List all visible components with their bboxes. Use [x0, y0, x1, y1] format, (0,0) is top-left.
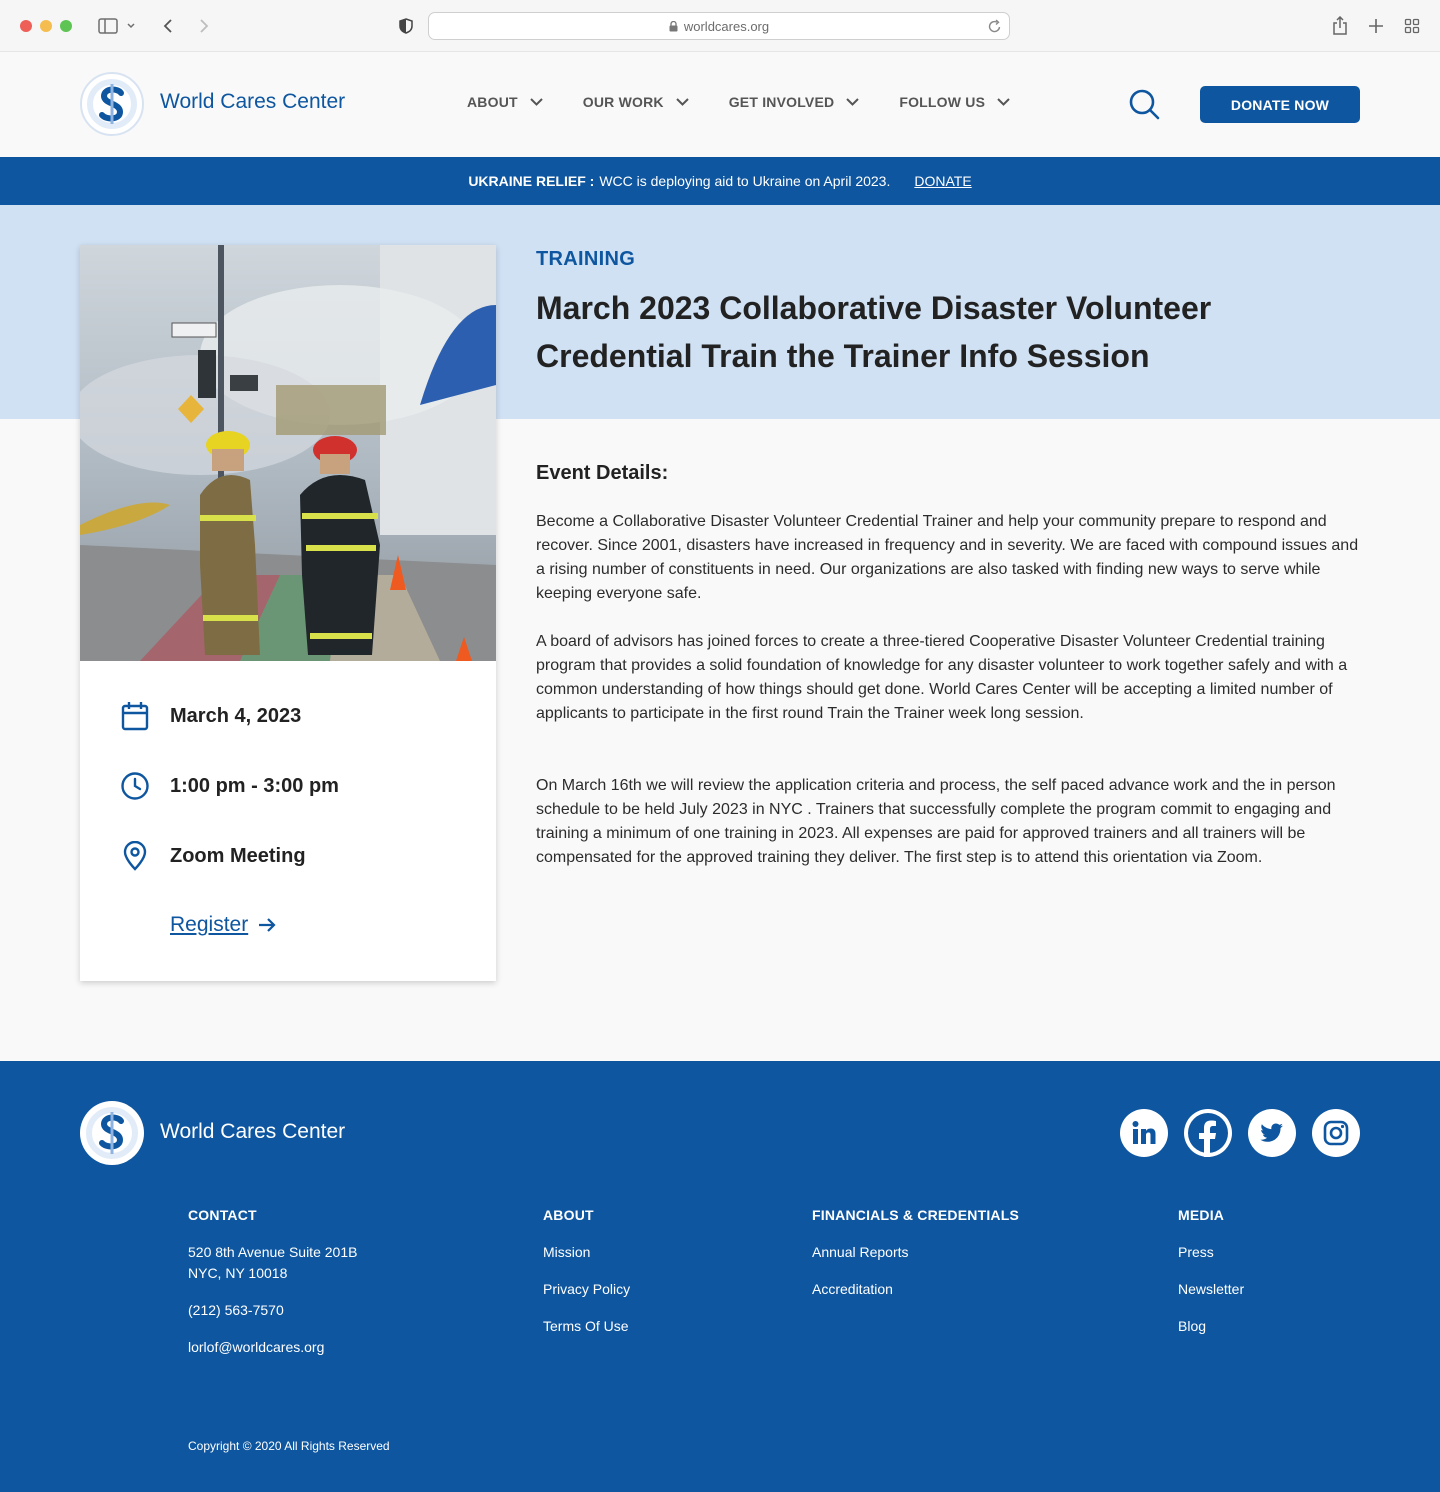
linkedin-link[interactable]	[1120, 1109, 1168, 1157]
chevron-down-icon	[676, 98, 689, 106]
page-title: March 2023 Collaborative Disaster Volunteer Credential Train the Trainer Info Session	[536, 290, 1212, 374]
event-location-row	[120, 841, 306, 871]
register-label: Register	[170, 913, 249, 936]
nav-our-work[interactable]	[583, 94, 689, 110]
event-card	[80, 245, 496, 981]
footer-link-mission[interactable]: Mission	[543, 1244, 591, 1260]
site-logo[interactable]	[80, 72, 144, 136]
event-location: Zoom Meeting	[170, 844, 306, 867]
alert-bar	[0, 157, 1440, 205]
search-icon	[1128, 88, 1160, 120]
footer-email[interactable]: lorlof@worldcares.org	[188, 1339, 325, 1355]
nav-about[interactable]	[467, 94, 543, 110]
clock-icon	[120, 771, 150, 801]
footer-link-privacy-policy[interactable]: Privacy Policy	[543, 1281, 631, 1297]
footer-about-column	[543, 1207, 630, 1353]
minimize-window-button[interactable]	[40, 20, 52, 32]
event-category: TRAINING	[536, 248, 636, 270]
nav-follow-us-label: FOLLOW US	[899, 94, 986, 110]
footer-brand-name: World Cares Center	[160, 1120, 346, 1143]
instagram-icon	[1323, 1120, 1349, 1146]
twitter-icon	[1260, 1123, 1284, 1143]
nav-follow-us[interactable]	[899, 94, 1010, 110]
close-window-button[interactable]	[20, 20, 32, 32]
footer-address-line1: 520 8th Avenue Suite 201B	[188, 1244, 358, 1260]
map-pin-icon	[120, 841, 150, 871]
footer-media-column	[1178, 1207, 1244, 1353]
social-links	[1120, 1109, 1360, 1157]
chevron-down-icon	[997, 98, 1010, 106]
event-details-heading: Event Details:	[536, 462, 669, 484]
footer-link-blog[interactable]: Blog	[1178, 1318, 1207, 1334]
footer-link-accreditation[interactable]: Accreditation	[812, 1281, 893, 1297]
footer-financials-column	[812, 1207, 1019, 1316]
event-photo	[80, 245, 496, 661]
maximize-window-button[interactable]	[60, 20, 72, 32]
site-header	[0, 52, 1440, 157]
footer-logo[interactable]	[80, 1101, 144, 1165]
event-date-row	[120, 701, 301, 731]
alert-label: UKRAINE RELIEF :	[468, 173, 595, 189]
site-footer	[0, 1061, 1440, 1492]
donate-now-button[interactable]: DONATE NOW	[1200, 86, 1360, 123]
alert-message: WCC is deploying aid to Ukraine on April 2023.	[599, 173, 891, 189]
nav-get-involved[interactable]	[729, 94, 860, 110]
facebook-link[interactable]	[1184, 1109, 1232, 1157]
event-time: 1:00 pm - 3:00 pm	[170, 774, 339, 797]
footer-contact-heading: CONTACT	[188, 1207, 257, 1223]
event-paragraph: Become a Collaborative Disaster Volunteer Credential Trainer and help your community prepare to respond and recover. Since 2001, disasters have increased in frequency and in severity. We are faced with compound issues and a rising number of constituents in need. Our organizations are also tasked with finding new ways to serve while keeping everyone safe.	[536, 513, 1359, 602]
footer-address	[188, 1242, 357, 1284]
linkedin-icon	[1131, 1120, 1157, 1146]
tab-overview-icon[interactable]	[1400, 14, 1424, 38]
footer-address-line2: NYC, NY 10018	[188, 1265, 288, 1281]
chevron-down-icon	[530, 98, 543, 106]
footer-link-press[interactable]: Press	[1178, 1244, 1214, 1260]
footer-media-heading: MEDIA	[1178, 1207, 1225, 1223]
search-button[interactable]	[1128, 88, 1160, 120]
nav-our-work-label: OUR WORK	[582, 94, 664, 110]
footer-contact-column	[188, 1207, 357, 1358]
footer-phone[interactable]: (212) 563-7570	[188, 1302, 284, 1318]
new-tab-icon[interactable]	[1364, 14, 1388, 38]
arrow-right-icon	[258, 918, 276, 932]
brand-name[interactable]: World Cares Center	[160, 90, 346, 113]
lock-icon	[669, 21, 678, 32]
footer-financials-heading: FINANCIALS & CREDENTIALS	[812, 1207, 1020, 1223]
back-icon[interactable]	[156, 14, 180, 38]
forward-icon[interactable]	[192, 14, 216, 38]
event-date: March 4, 2023	[170, 704, 302, 727]
main-nav	[467, 94, 1050, 110]
footer-link-terms-of-use[interactable]: Terms Of Use	[543, 1318, 629, 1334]
footer-about-heading: ABOUT	[543, 1207, 594, 1223]
chevron-down-icon	[846, 98, 859, 106]
sidebar-toggle-icon[interactable]	[96, 14, 136, 38]
instagram-link[interactable]	[1312, 1109, 1360, 1157]
url-text: worldcares.org	[683, 18, 770, 34]
register-link[interactable]	[170, 913, 276, 937]
event-time-row	[120, 771, 339, 801]
event-paragraph: A board of advisors has joined forces to create a three-tiered Cooperative Disaster Volunteer Credential training program that provides a solid foundation of knowledge for any disaster volunteer to work together safely and with a common understanding of how things should get done. World Cares Center will be accepting a limited number of applicants to participate in the first round Train the Trainer week long session.	[536, 633, 1348, 722]
address-bar[interactable]	[428, 12, 1010, 40]
copyright-text: Copyright © 2020 All Rights Reserved	[188, 1439, 390, 1453]
nav-get-involved-label: GET INVOLVED	[728, 94, 835, 110]
alert-donate-link[interactable]: DONATE	[914, 173, 972, 189]
share-icon[interactable]	[1328, 14, 1352, 38]
footer-link-newsletter[interactable]: Newsletter	[1178, 1281, 1245, 1297]
calendar-icon	[120, 701, 150, 731]
privacy-shield-icon[interactable]	[394, 14, 418, 38]
reload-icon[interactable]	[987, 17, 1003, 35]
twitter-link[interactable]	[1248, 1109, 1296, 1157]
nav-about-label: ABOUT	[467, 94, 518, 110]
facebook-icon	[1184, 1109, 1232, 1157]
event-paragraph: On March 16th we will review the application criteria and process, the self paced advance work and the in person schedule to be held July 2023 in NYC . Trainers that successfully complete the program commit to engaging and training a minimum of one training in 2023. All expenses are paid for approved trainers and all trainers will be compensated for the approved training they deliver. The first step is to attend this orientation via Zoom.	[536, 777, 1336, 866]
browser-chrome	[0, 0, 1440, 52]
footer-link-annual-reports[interactable]: Annual Reports	[812, 1244, 909, 1260]
